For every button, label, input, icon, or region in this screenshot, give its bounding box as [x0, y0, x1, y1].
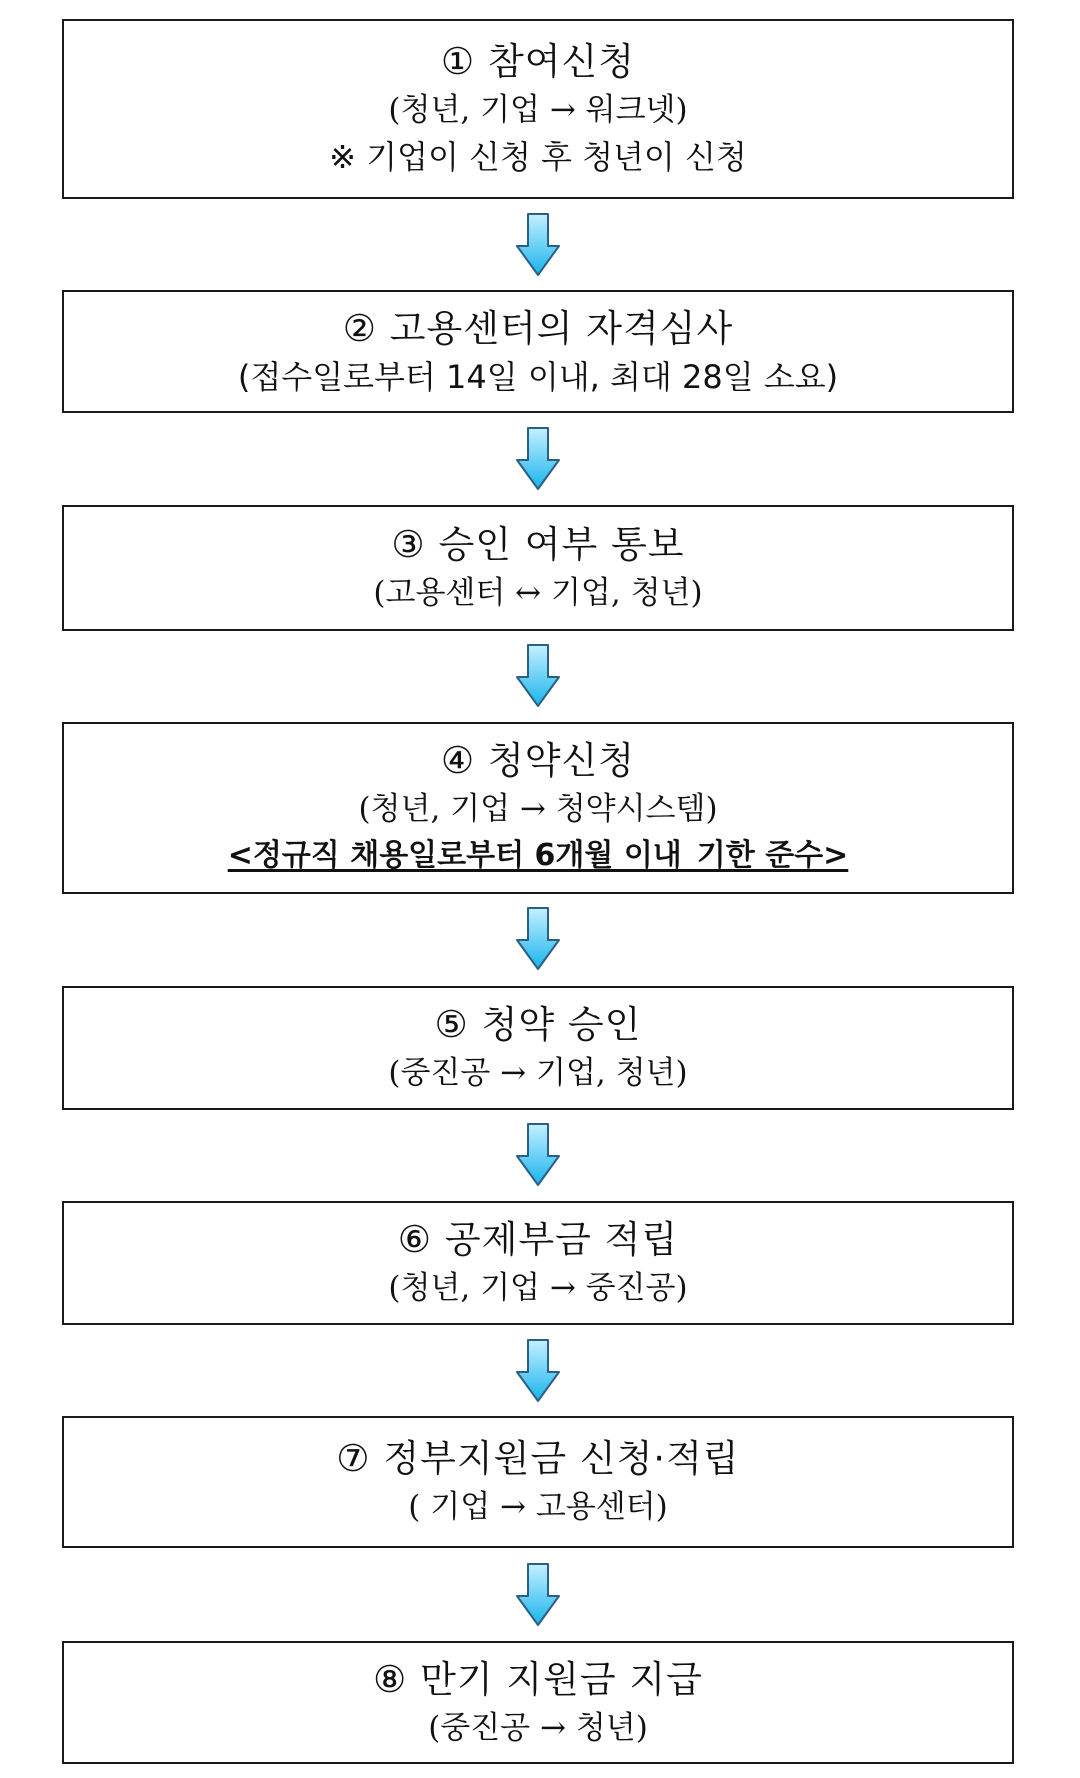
step-2-subtitle: (접수일로부터 14일 이내, 최대 28일 소요)	[237, 357, 839, 396]
step-5-box	[62, 986, 1014, 1110]
step-8-box	[62, 1641, 1014, 1764]
step-8-subtitle: (중진공 → 청년)	[428, 1709, 648, 1746]
down-arrow-icon	[515, 1562, 561, 1628]
down-arrow-icon	[515, 426, 561, 492]
step-3-subtitle: (고용센터 ↔ 기업, 청년)	[373, 575, 703, 611]
step-7-subtitle: ( 기업 → 고용센터)	[408, 1489, 668, 1525]
down-arrow-icon	[515, 643, 561, 709]
down-arrow-icon	[515, 212, 561, 278]
step-7-box	[62, 1416, 1014, 1548]
step-8-title: ⑧ 만기 지원금 지급	[373, 1657, 703, 1701]
step-6-subtitle: (청년, 기업 → 중진공)	[388, 1270, 688, 1306]
step-2-box	[62, 290, 1014, 413]
step-1-title: ① 참여신청	[441, 40, 635, 83]
step-1-box	[62, 19, 1014, 199]
step-5-title: ⑤ 청약 승인	[434, 1003, 642, 1046]
step-2-title: ② 고용센터의 자격심사	[342, 306, 734, 350]
step-7-title: ⑦ 정부지원금 신청·적립	[336, 1437, 740, 1480]
down-arrow-icon	[515, 1122, 561, 1188]
step-1-subtitle: (청년, 기업 → 워크넷)	[388, 92, 688, 128]
down-arrow-icon	[515, 1338, 561, 1404]
step-4-title: ④ 청약신청	[441, 739, 635, 782]
step-4-subtitle: (청년, 기업 → 청약시스템)	[358, 791, 718, 827]
step-3-title: ③ 승인 여부 통보	[391, 523, 685, 566]
step-1-note: ※ 기업이 신청 후 청년이 신청	[329, 138, 747, 176]
step-5-subtitle: (중진공 → 기업, 청년)	[388, 1055, 688, 1091]
down-arrow-icon	[515, 906, 561, 972]
step-6-title: ⑥ 공제부금 적립	[397, 1218, 679, 1261]
step-4-deadline-note: <정규직 채용일로부터 6개월 이내_기한 준수>	[227, 838, 849, 873]
step-6-box	[62, 1201, 1014, 1325]
step-3-box	[62, 505, 1014, 631]
step-4-box	[62, 722, 1014, 894]
